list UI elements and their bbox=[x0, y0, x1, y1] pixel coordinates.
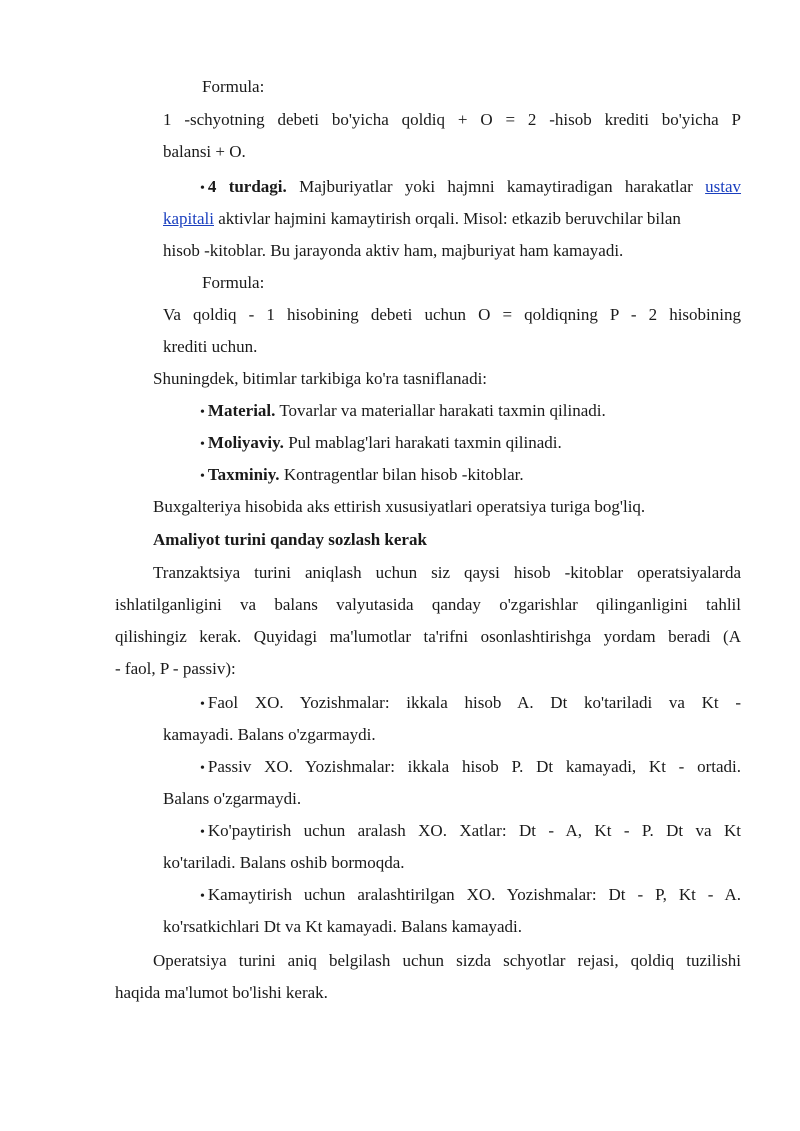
composition-intro: Shuningdek, bitimlar tarkibiga ko'ra tasniflanadi: bbox=[153, 369, 488, 388]
formula-label-2: Formula: bbox=[202, 273, 265, 292]
final-line-1: Operatsiya turini aniq belgilash uchun sizda schyotlar rejasi, qoldiq tuzilishi bbox=[153, 951, 741, 970]
paragraph-line-4: - faol, P - passiv): bbox=[115, 659, 236, 678]
formula-1-line: 1 -schyotning debeti bo'yicha qoldiq + O = 2 -hisob krediti bo'yicha P bbox=[163, 110, 741, 129]
formula-label-1: Formula: bbox=[202, 77, 265, 96]
paragraph-line-2: ishlatilganligini va balans valyutasida qanday o'zgarishlar qilinganligini tahlil bbox=[115, 595, 741, 614]
bullet-passiv: • Passiv XO. Yozishmalar: ikkala hisob P. Dt kamayadi, Kt - ortadi. bbox=[200, 757, 741, 779]
bullet-faol: • Faol XO. Yozishmalar: ikkala hisob A. Dt ko'tariladi va Kt - bbox=[200, 693, 741, 715]
item-4-line-3: hisob -kitoblar. Bu jarayonda aktiv ham, majburiyat ham kamayadi. bbox=[163, 241, 624, 260]
bullet-material: • Material. Tovarlar va materiallar harakati taxmin qilinadi. bbox=[200, 401, 606, 423]
final-line-2: haqida ma'lumot bo'lishi kerak. bbox=[115, 983, 328, 1002]
paragraph-line-1: Tranzaktsiya turini aniqlash uchun siz qaysi hisob -kitoblar operatsiyalarda bbox=[153, 563, 741, 582]
paragraph-line-3: qilishingiz kerak. Quyidagi ma'lumotlar ta'rifni osonlashtirishga yordam beradi (A bbox=[115, 627, 741, 646]
section-heading: Amaliyot turini qanday sozlash kerak bbox=[153, 530, 427, 549]
item-4-line-2: kapitali aktivlar hajmini kamaytirish orqali. Misol: etkazib beruvchilar bilan bbox=[163, 209, 681, 228]
formula-1-line-end: balansi + O. bbox=[163, 142, 246, 161]
bullet-passiv-cont: Balans o'zgarmaydi. bbox=[163, 789, 302, 808]
formula-2-line: Va qoldiq - 1 hisobining debeti uchun O = qoldiqning P - 2 hisobining bbox=[163, 305, 741, 324]
bullet-faol-cont: kamayadi. Balans o'zgarmaydi. bbox=[163, 725, 376, 744]
bullet-kamaytirish-cont: ko'rsatkichlari Dt va Kt kamayadi. Balans kamayadi. bbox=[163, 917, 523, 936]
accounting-note: Buxgalteriya hisobida aks ettirish xususiyatlari operatsiya turiga bog'liq. bbox=[153, 497, 646, 516]
ustav-kapitali-link-part2[interactable]: kapitali bbox=[163, 209, 214, 228]
bullet-kamaytirish: • Kamaytirish uchun aralashtirilgan XO. Yozishmalar: Dt - P, Kt - A. bbox=[200, 885, 741, 907]
bullet-item-4-turdagi: • 4 turdagi. Majburiyatlar yoki hajmni kamaytiradigan harakatlar ustav bbox=[200, 177, 741, 199]
formula-2-line-end: krediti uchun. bbox=[163, 337, 258, 356]
bullet-taxminiy: • Taxminiy. Kontragentlar bilan hisob -kitoblar. bbox=[200, 465, 524, 487]
ustav-kapitali-link-part1[interactable]: ustav bbox=[705, 177, 742, 196]
item-4-title: 4 turdagi. bbox=[207, 177, 287, 196]
bullet-moliyaviy: • Moliyaviy. Pul mablag'lari harakati taxmin qilinadi. bbox=[200, 433, 562, 455]
bullet-aralash: • Ko'paytirish uchun aralash XO. Xatlar: Dt - A, Kt - P. Dt va Kt bbox=[200, 821, 741, 843]
bullet-aralash-cont: ko'tariladi. Balans oshib bormoqda. bbox=[163, 853, 405, 872]
